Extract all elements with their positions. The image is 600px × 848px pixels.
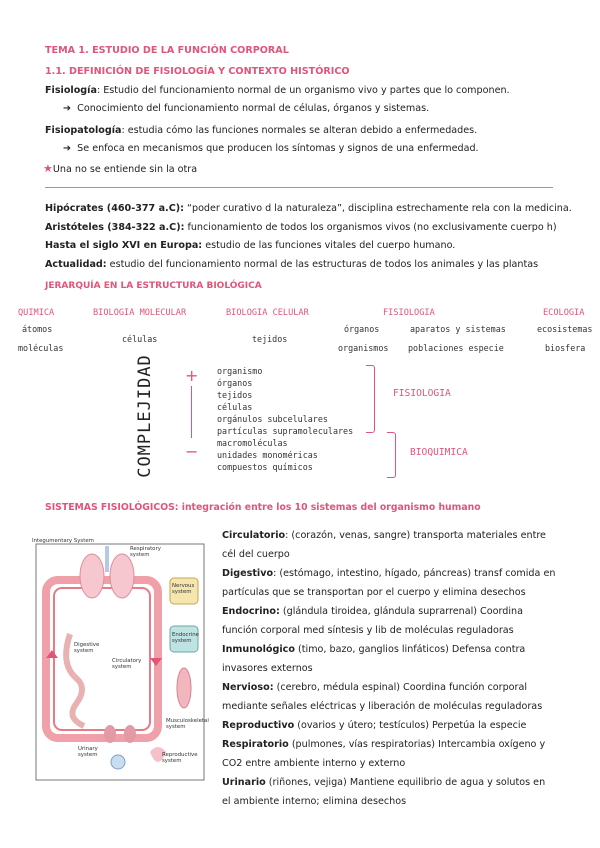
- history-term: Hipócrates (460-377 a.C):: [45, 203, 184, 214]
- fisio-item: poblaciones especie: [408, 343, 504, 353]
- fisiopatologia-text: : estudia cómo las funciones normales se alteran debido a enfermedades.: [121, 125, 478, 136]
- system-text: el ambiente interno; elimina desechos: [222, 796, 407, 807]
- plus-sign: +: [185, 366, 199, 385]
- system-term: Circulatorio: [222, 530, 286, 541]
- diagram-label: Circulatory system: [112, 658, 142, 670]
- level-item: tejidos: [217, 390, 253, 400]
- minus-sign: −: [185, 442, 199, 461]
- complexity-axis: [191, 386, 192, 438]
- system-line: [222, 659, 562, 678]
- page-title: TEMA 1. ESTUDIO DE LA FUNCIÓN CORPORAL: [45, 45, 289, 56]
- system-text: CO2 entre ambiente interno y externo: [222, 758, 406, 769]
- biomol-title: BIOLOGIA MOLECULAR: [93, 308, 187, 318]
- system-line: [222, 773, 562, 792]
- diagram-label: Endocrine system: [172, 632, 199, 644]
- complejidad-label: COMPLEJIDAD: [135, 354, 155, 478]
- system-term: Endocrino:: [222, 606, 280, 617]
- system-text: mediante señales eléctricas y liberación de moléculas reguladoras: [222, 701, 543, 712]
- system-text: (glándula tiroidea, glándula suprarrenal) Coordina: [279, 606, 523, 617]
- divider: [45, 187, 553, 188]
- systems-diagram: [26, 538, 214, 792]
- level-item: unidades monoméricas: [217, 450, 318, 460]
- fisio-title: FISIOLOGIA: [383, 308, 435, 318]
- history-term: Aristóteles (384-322 a.C):: [45, 222, 185, 233]
- bioquimica-bracket: [387, 432, 396, 478]
- system-term: Inmunológico: [222, 644, 295, 655]
- system-text: (pulmones, vías respiratorias) Intercambia oxígeno y: [288, 739, 546, 750]
- systems-list: [222, 526, 562, 811]
- fisiologia-bullet: [63, 103, 429, 114]
- section-title: 1.1. DEFINICIÓN DE FISIOLOGÍA Y CONTEXTO HISTÓRICO: [45, 66, 350, 77]
- system-line: [222, 564, 562, 583]
- eco-item: ecosistemas: [537, 324, 593, 334]
- quimica-item: moléculas: [18, 343, 64, 353]
- system-term: Nervioso:: [222, 682, 274, 693]
- system-line: [222, 678, 562, 697]
- diagram-label: Reproductive system: [162, 752, 198, 764]
- system-line: [222, 583, 562, 602]
- system-line: [222, 602, 562, 621]
- system-line: [222, 754, 562, 773]
- fisio-item: aparatos y sistemas: [410, 324, 506, 334]
- system-text: (ovarios y útero; testículos) Perpetúa la especie: [294, 720, 527, 731]
- fisiologia-term: Fisiología: [45, 85, 97, 96]
- system-line: [222, 697, 562, 716]
- system-text: : (estómago, intestino, hígado, páncreas) transf comida en: [273, 568, 556, 579]
- system-term: Respiratorio: [222, 739, 289, 750]
- fisiologia-bracket: [366, 365, 375, 433]
- level-item: orgánulos subcelulares: [217, 414, 328, 424]
- history-text: estudio del funcionamiento normal de las estructuras de todos los animales y las plantas: [106, 259, 539, 270]
- fisiologia-bullet-text: Conocimiento del funcionamiento normal de células, órganos y sistemas.: [77, 103, 430, 114]
- fisio-item: organismos: [338, 343, 389, 353]
- level-item: órganos: [217, 378, 253, 388]
- history-text: estudio de las funciones vitales del cuerpo humano.: [202, 240, 456, 251]
- diagram-label: Integumentary System: [32, 538, 94, 544]
- system-text: partículas que se transportan por el cuerpo y elimina desechos: [222, 587, 526, 598]
- fisiologia-def: [45, 85, 510, 96]
- fisiologia-bracket-label: FISIOLOGIA: [393, 388, 451, 399]
- history-term: Actualidad:: [45, 259, 107, 270]
- history-line: [45, 259, 538, 270]
- system-line: [222, 526, 562, 545]
- star-note: [43, 162, 197, 175]
- level-item: macromoléculas: [217, 438, 288, 448]
- level-item: organismo: [217, 366, 263, 376]
- system-line: [222, 716, 562, 735]
- history-text: funcionamiento de todos los organismos vivos (no exclusivamente cuerpo h): [184, 222, 557, 233]
- star-icon: ★: [43, 162, 53, 175]
- biomol-item: células: [122, 334, 158, 344]
- history-term: Hasta el siglo XVI en Europa:: [45, 240, 203, 251]
- system-line: [222, 621, 562, 640]
- system-text: (riñones, vejiga) Mantiene equilibrio de agua y solutos en: [265, 777, 546, 788]
- system-text: (timo, bazo, ganglios linfáticos) Defensa contra: [294, 644, 526, 655]
- diagram-label: Musculoskeletal system: [166, 718, 209, 730]
- system-term: Urinario: [222, 777, 266, 788]
- history-line: [45, 222, 557, 233]
- diagram-label: Urinary system: [78, 746, 98, 758]
- star-note-text: Una no se entiende sin la otra: [52, 164, 198, 175]
- fisiopatologia-bullet-text: Se enfoca en mecanismos que producen los síntomas y signos de una enfermedad.: [77, 143, 479, 154]
- bioquimica-bracket-label: BIOQUIMICA: [410, 447, 468, 458]
- system-text: : (corazón, venas, sangre) transporta materiales entre: [285, 530, 546, 541]
- history-line: [45, 203, 572, 214]
- level-item: partículas supramoleculares: [217, 426, 354, 436]
- quimica-title: QUIMICA: [18, 308, 55, 318]
- eco-item: biosfera: [545, 343, 586, 353]
- sistemas-title: SISTEMAS FISIOLÓGICOS: integración entre los 10 sistemas del organismo humano: [45, 502, 481, 513]
- diagram-label: Digestive system: [74, 642, 100, 654]
- jerarquia-title: JERARQUÍA EN LA ESTRUCTURA BIOLÓGICA: [45, 281, 262, 291]
- system-line: [222, 640, 562, 659]
- history-text: “poder curativo d la naturaleza”, disciplina estrechamente rela con la medicina.: [183, 203, 572, 214]
- fisiopatologia-def: [45, 125, 477, 136]
- fisio-item: órganos: [344, 324, 380, 334]
- system-text: invasores externos: [222, 663, 313, 674]
- diagram-label: Respiratory system: [130, 546, 161, 558]
- history-line: [45, 240, 455, 251]
- arrow-right-icon: ➔: [63, 103, 72, 114]
- system-line: [222, 735, 562, 754]
- system-text: cél del cuerpo: [222, 549, 290, 560]
- diagram-label: Nervous system: [172, 583, 195, 595]
- system-line: [222, 545, 562, 564]
- system-line: [222, 792, 562, 811]
- system-text: (cerebro, médula espinal) Coordina función corporal: [273, 682, 528, 693]
- level-item: compuestos químicos: [217, 462, 313, 472]
- system-text: función corporal med síntesis y lib de moléculas reguladoras: [222, 625, 514, 636]
- arrow-right-icon: ➔: [63, 143, 72, 154]
- biocel-title: BIOLOGIA CELULAR: [226, 308, 309, 318]
- system-term: Reproductivo: [222, 720, 295, 731]
- fisiopatologia-bullet: [63, 143, 479, 154]
- eco-title: ECOLOGIA: [543, 308, 585, 318]
- fisiologia-text: : Estudio del funcionamiento normal de un organismo vivo y partes que lo componen.: [96, 85, 510, 96]
- fisiopatologia-term: Fisiopatología: [45, 125, 122, 136]
- biocel-item: tejidos: [252, 334, 288, 344]
- system-term: Digestivo: [222, 568, 274, 579]
- level-item: células: [217, 402, 253, 412]
- quimica-item: átomos: [22, 324, 53, 334]
